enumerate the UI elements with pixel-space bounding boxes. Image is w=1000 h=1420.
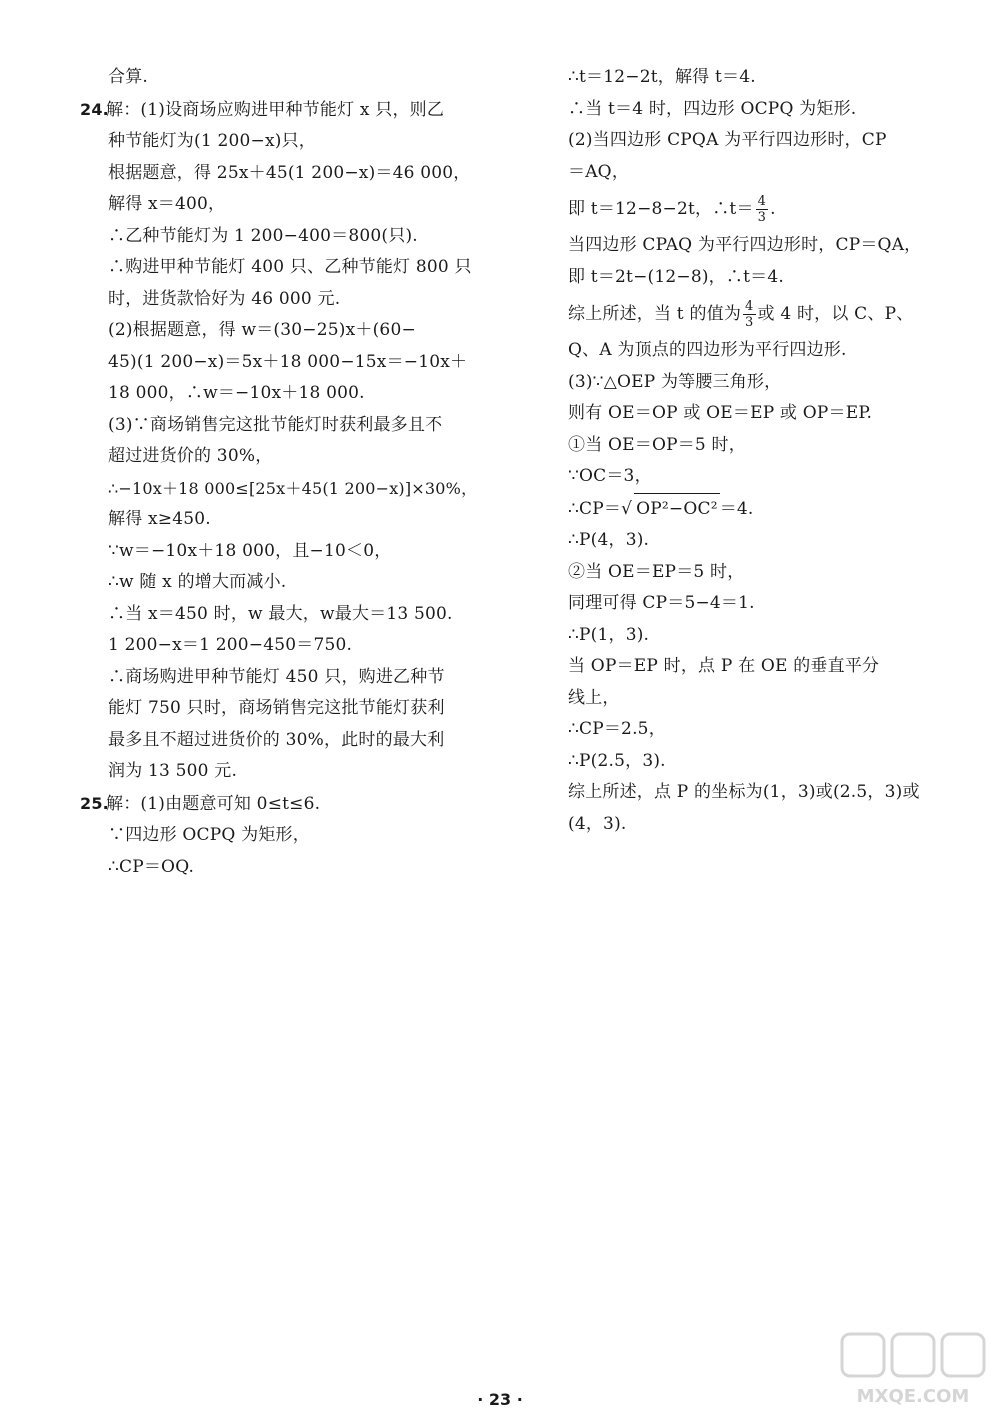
text-line: 根据题意，得 25x＋45(1 200−x)＝46 000， (108, 162, 471, 183)
text-fragment: 即 t＝12−8−2t，∴t＝ (568, 199, 754, 219)
text-line: ∴乙种节能灯为 1 200−400＝800(只). (108, 225, 418, 246)
fraction (743, 299, 755, 330)
sqrt-radicand: OP²−OC² (634, 493, 720, 526)
text-line: ∵OC＝3， (568, 466, 652, 486)
text-line: ∴P(2.5，3). (568, 750, 666, 771)
text-line: 解得 x＝400， (108, 194, 226, 214)
text-line: 润为 13 500 元. (108, 761, 238, 781)
text-line: ∴t＝12−2t，解得 t＝4. (568, 67, 756, 87)
text-line: 最多且不超过进货价的 30%，此时的最大利 (108, 729, 445, 750)
fraction-numerator: 4 (745, 299, 754, 314)
question-number: 24. (80, 99, 109, 119)
text-line: (4，3). (568, 813, 627, 834)
text-line: 1 200−x＝1 200−450＝750. (108, 635, 353, 655)
fraction-denominator: 3 (745, 315, 754, 330)
text-line: (2)根据题意，得 w＝(30−25)x＋(60− (108, 320, 416, 340)
text-line: 则有 OE＝OP 或 OE＝EP 或 OP＝EP. (568, 403, 873, 423)
text-line: ＝AQ， (568, 161, 630, 182)
fraction (756, 194, 768, 225)
question-24 (80, 94, 510, 788)
text-line: 种节能灯为(1 200−x)只， (108, 131, 316, 151)
text-line: 线上， (568, 687, 620, 708)
text-line: ∴当 x＝450 时，w 最大，w最大＝13 500. (108, 603, 453, 624)
text-line: ∵w＝−10x＋18 000，且−10＜0， (108, 540, 392, 561)
text-fragment: . (770, 199, 776, 219)
text-line: 超过进货价的 30%， (108, 446, 273, 466)
text-line: (2)当四边形 CPQA 为平行四边形时，CP (568, 130, 887, 150)
text-line: (3)∵商场销售完这批节能灯时获利最多且不 (108, 414, 443, 435)
watermark-text: MXQE.COM (856, 1386, 970, 1407)
left-column (80, 62, 510, 883)
text-line: ①当 OE＝OP＝5 时， (568, 434, 746, 455)
text-line: 当四边形 CPAQ 为平行四边形时，CP＝QA， (568, 235, 922, 255)
text-line: ∴−10x＋18 000≤[25x＋45(1 200−x)]×30%， (108, 478, 478, 498)
text-fragment: ＝4. (719, 498, 754, 519)
text-line: ∴CP＝OQ. (108, 856, 195, 877)
text-line: (3)∵△OEP 为等腰三角形， (568, 371, 782, 392)
page-number: · 23 · (477, 1390, 523, 1409)
text-line: ∴商场购进甲种节能灯 450 只，购进乙种节 (108, 666, 445, 687)
text-fragment: 或 4 时，以 C、P、 (757, 304, 914, 324)
text-line: 即 t＝2t−(12−8)，∴t＝4. (568, 266, 784, 287)
fraction-denominator: 3 (757, 210, 767, 225)
text-line (568, 188, 968, 230)
text-line: ∴CP＝2.5， (568, 719, 666, 739)
text-line: ∴w 随 x 的增大而减小. (108, 572, 287, 592)
text-line: 时，进货款恰好为 46 000 元. (108, 288, 341, 309)
text-line: ∴P(1，3). (568, 624, 650, 645)
text-fragment: ∴CP＝ (568, 498, 622, 519)
text-line: ∴当 t＝4 时，四边形 OCPQ 为矩形. (568, 98, 857, 119)
text-line (568, 293, 968, 335)
text-line (568, 493, 968, 526)
text-line: 合算. (108, 67, 149, 87)
question-25 (80, 788, 510, 884)
text-fragment: 综上所述，当 t 的值为 (568, 304, 742, 324)
right-column (568, 62, 968, 840)
watermark-logo-icon (838, 1330, 988, 1410)
text-line: ∵四边形 OCPQ 为矩形， (108, 825, 310, 845)
sqrt-sign: √ (621, 498, 633, 519)
text-line: 同理可得 CP＝5−4＝1. (568, 593, 755, 613)
text-line: 解得 x≥450. (108, 509, 211, 529)
text-line: ②当 OE＝EP＝5 时， (568, 561, 745, 582)
text-line: 当 OP＝EP 时，点 P 在 OE 的垂直平分 (568, 656, 880, 676)
question-number: 25. (80, 793, 109, 813)
text-line: 18 000，∴w＝−10x＋18 000. (108, 383, 365, 403)
text-line: ∴P(4，3). (568, 530, 650, 550)
text-line: Q、A 为顶点的四边形为平行四边形. (568, 340, 847, 360)
text-line: ∴购进甲种节能灯 400 只、乙种节能灯 800 只 (108, 257, 472, 277)
text-line: 解：(1)设商场应购进甲种节能灯 x 只，则乙 (106, 99, 445, 120)
text-line: 解：(1)由题意可知 0≤t≤6. (106, 793, 321, 814)
fraction-numerator: 4 (757, 194, 767, 209)
text-line: 综上所述，点 P 的坐标为(1，3)或(2.5，3)或 (568, 782, 920, 802)
text-line: 45)(1 200−x)＝5x＋18 000−15x＝−10x＋ (108, 351, 468, 372)
text-line: 能灯 750 只时，商场销售完这批节能灯获利 (108, 698, 445, 718)
